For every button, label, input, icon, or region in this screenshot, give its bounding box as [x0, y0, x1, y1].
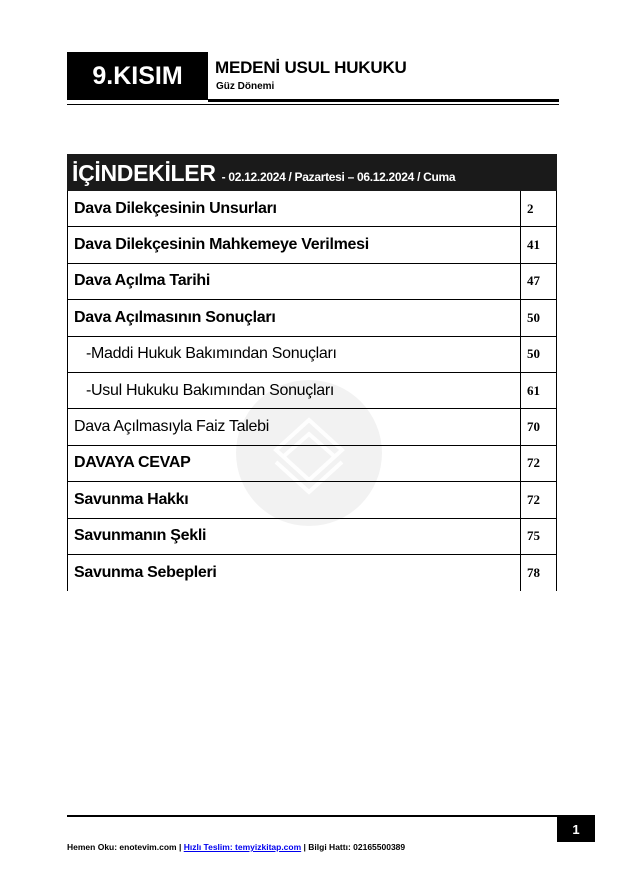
toc-entry-title: -Usul Hukuku Bakımından Sonuçları — [68, 373, 521, 408]
toc-entry-page: 72 — [527, 491, 540, 507]
toc-entry-title: Dava Açılmasının Sonuçları — [68, 300, 521, 335]
toc-entry-title: Savunmanın Şekli — [68, 519, 521, 554]
toc-entry-page: 50 — [527, 346, 540, 362]
footer-delivery-link[interactable]: Hızlı Teslim: temyizkitap.com — [183, 842, 302, 852]
toc-entry-title: Savunma Hakkı — [68, 482, 521, 517]
footer-rule — [67, 815, 595, 817]
toc-header — [67, 154, 557, 191]
toc-entry-page: 47 — [527, 273, 540, 289]
toc-row — [67, 227, 557, 263]
table-of-contents — [67, 154, 557, 591]
toc-row — [67, 482, 557, 518]
toc-row — [67, 409, 557, 445]
toc-entry-page: 78 — [527, 565, 540, 581]
toc-entry-title: -Maddi Hukuk Bakımından Sonuçları — [68, 337, 521, 372]
toc-row — [67, 300, 557, 336]
toc-entry-page: 75 — [527, 528, 540, 544]
toc-entry-page: 61 — [527, 382, 540, 398]
toc-entry-page: 72 — [527, 455, 540, 471]
toc-entry-title: Dava Açılma Tarihi — [68, 264, 521, 299]
footer-hotline: Bilgi Hattı: 02165500389 — [308, 842, 406, 852]
toc-entry-title: Dava Açılmasıyla Faiz Talebi — [68, 409, 521, 444]
toc-entry-title: Dava Dilekçesinin Unsurları — [68, 191, 521, 226]
toc-entry-title: Savunma Sebepleri — [68, 555, 521, 591]
footer-info — [67, 842, 405, 852]
toc-entry-page: 2 — [527, 200, 534, 216]
toc-entry-page: 50 — [527, 309, 540, 325]
part-badge — [67, 52, 208, 100]
toc-entry-page: 41 — [527, 237, 540, 253]
toc-dates: - 02.12.2024 / Pazartesi – 06.12.2024 / Cuma — [221, 170, 456, 184]
toc-row — [67, 519, 557, 555]
header-rule-thin — [67, 104, 559, 105]
part-label: 9.KISIM — [92, 61, 183, 90]
toc-row — [67, 337, 557, 373]
toc-entry-title: DAVAYA CEVAP — [68, 446, 521, 481]
toc-row — [67, 446, 557, 482]
toc-entry-title: Dava Dilekçesinin Mahkemeye Verilmesi — [68, 227, 521, 262]
toc-row — [67, 555, 557, 591]
header-rule-thick — [208, 99, 559, 102]
toc-entry-page: 70 — [527, 419, 540, 435]
toc-row — [67, 264, 557, 300]
toc-row — [67, 191, 557, 227]
document-subtitle: Güz Dönemi — [216, 81, 275, 92]
toc-heading: İÇİNDEKİLER — [72, 160, 216, 186]
footer-separator: | — [301, 842, 309, 852]
footer-separator: | — [176, 842, 184, 852]
document-title: MEDENİ USUL HUKUKU — [215, 58, 407, 77]
footer-read-link: Hemen Oku: enotevim.com — [67, 842, 177, 852]
page-number: 1 — [557, 816, 595, 842]
toc-row — [67, 373, 557, 409]
